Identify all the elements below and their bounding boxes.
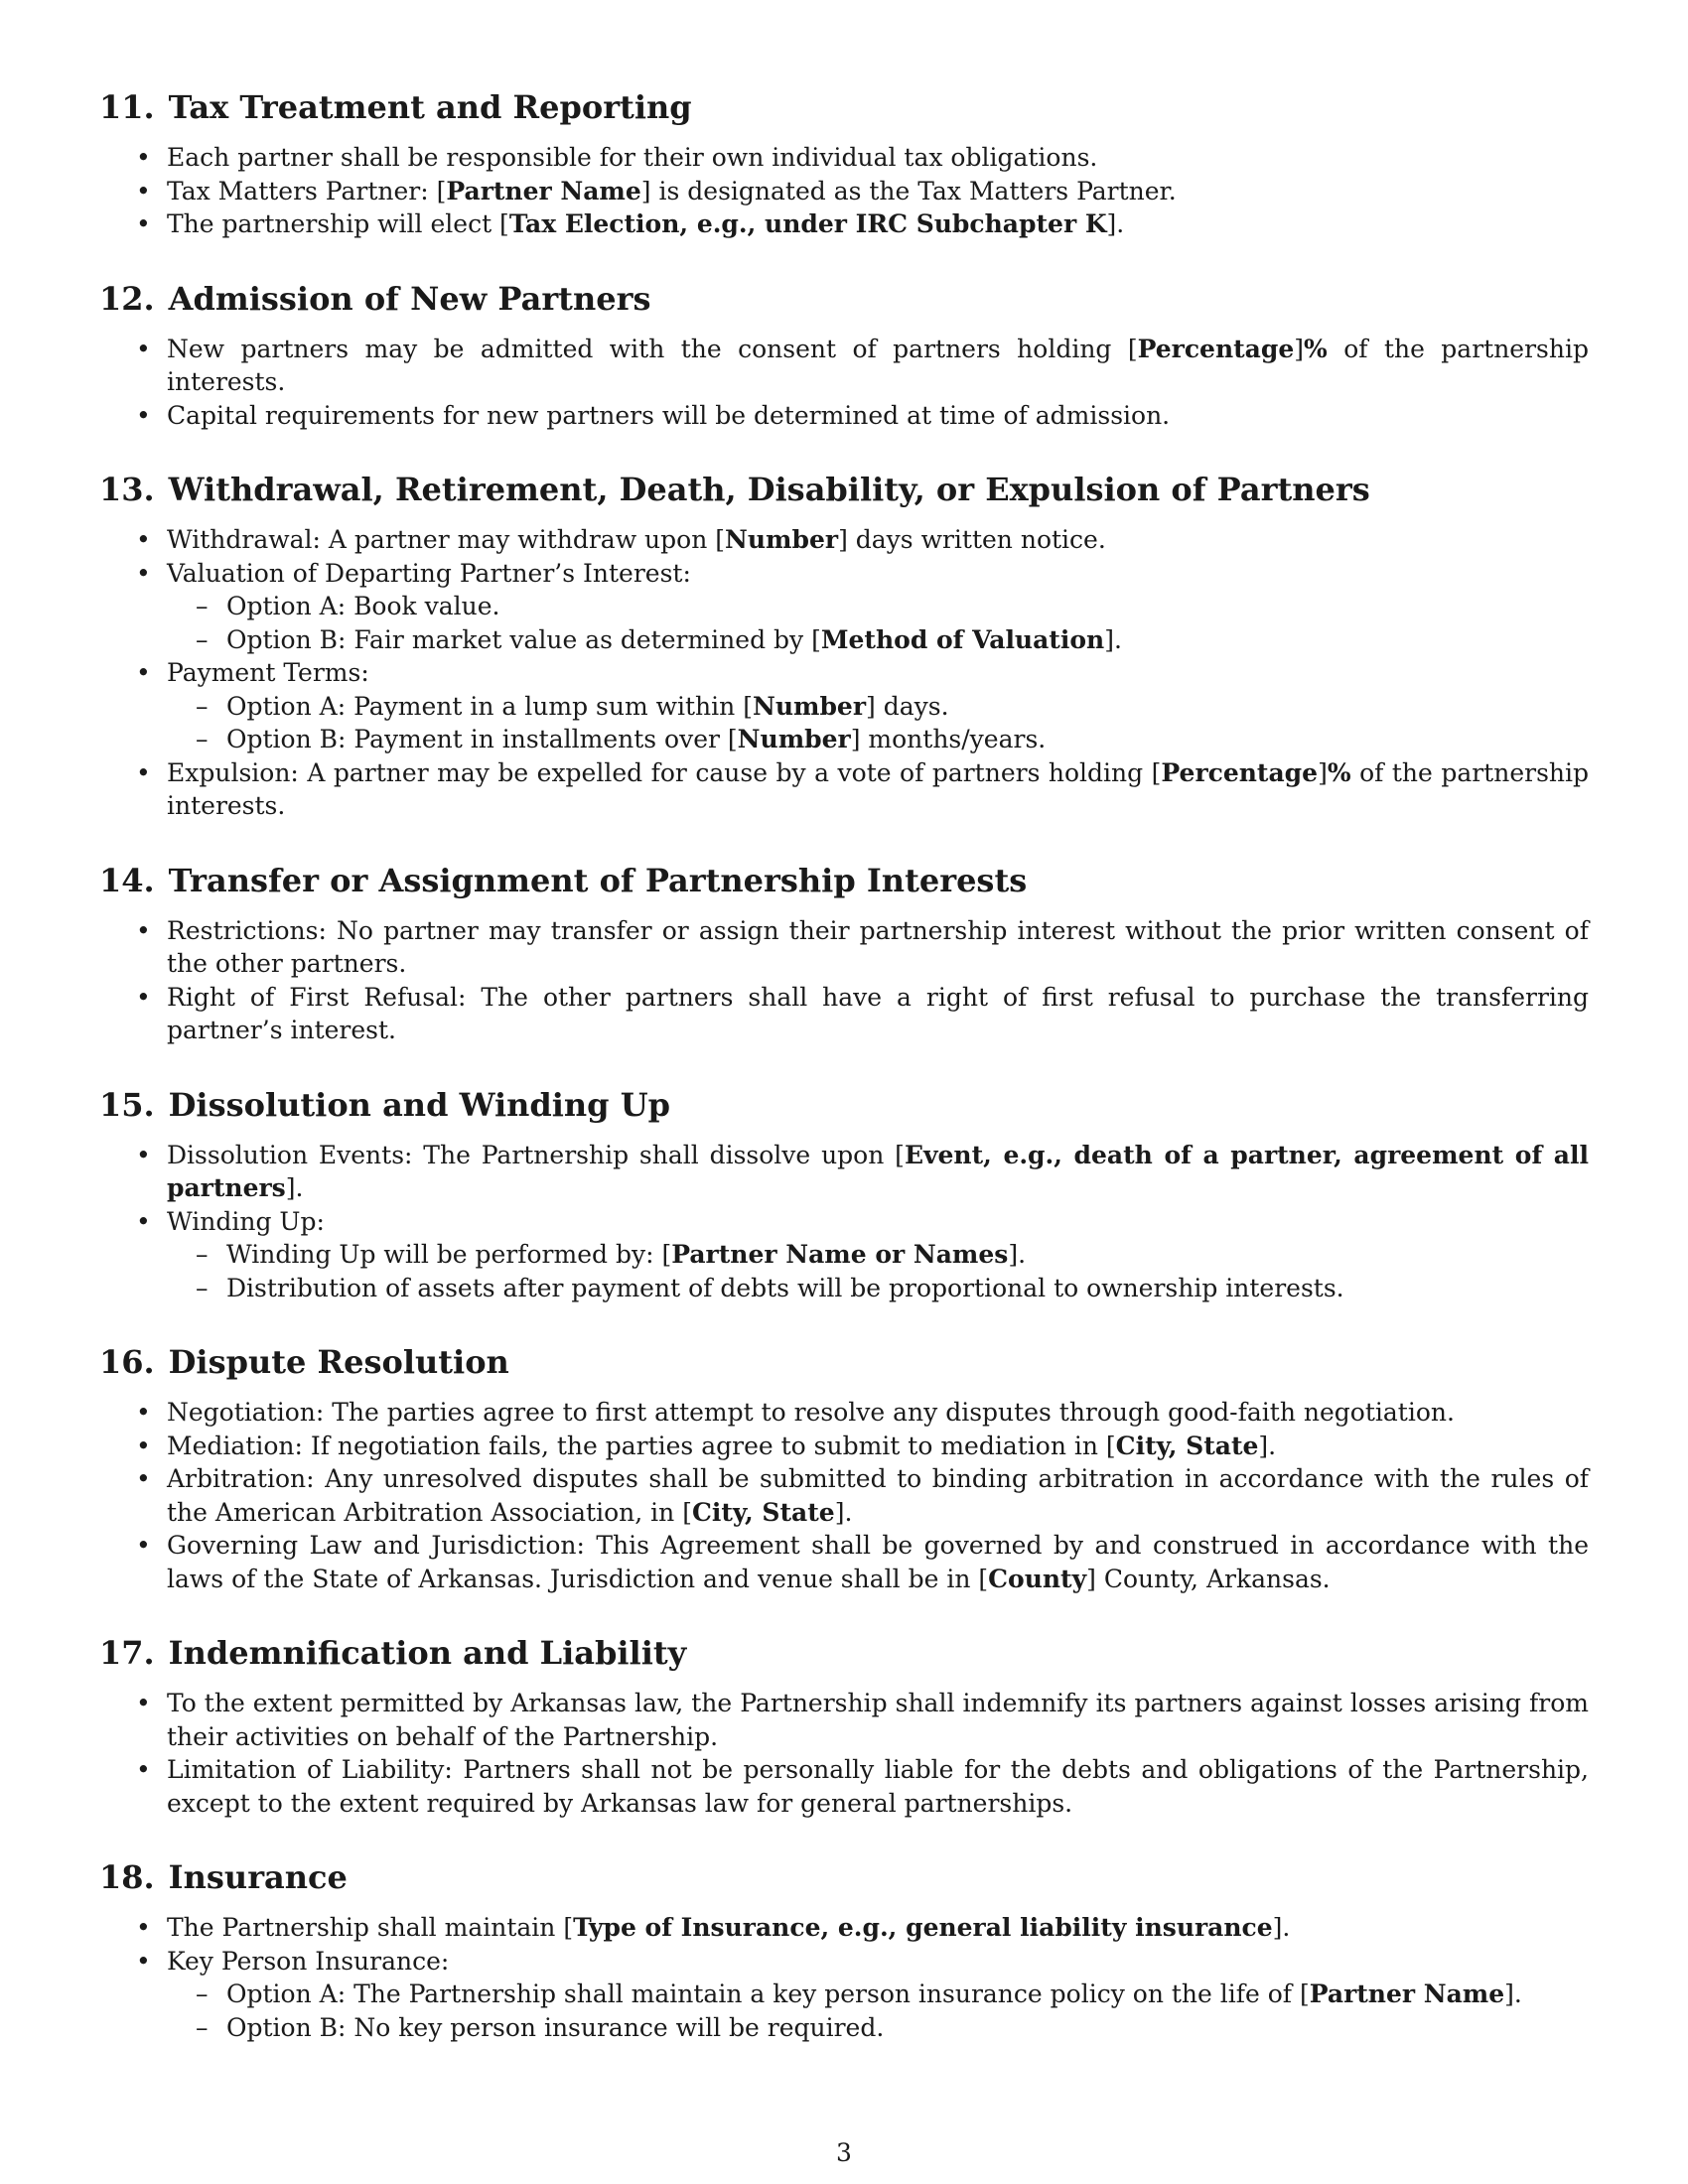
- sub-list-item: – Option A: The Partnership shall maintain a key person insurance policy on the life of [Partner Name].: [226, 1978, 1589, 2011]
- placeholder-field: Partner Name: [1309, 1979, 1505, 2008]
- list-item: • Tax Matters Partner: [Partner Name] is designated as the Tax Matters Partner.: [167, 175, 1589, 208]
- list-item: • The partnership will elect [Tax Election, e.g., under IRC Subchapter K].: [167, 207, 1589, 241]
- section-13: [99, 470, 1589, 823]
- section-12: [99, 279, 1589, 433]
- placeholder-field: City, State: [1115, 1431, 1259, 1460]
- sub-list: [167, 1978, 1589, 2044]
- section-heading: [99, 1342, 1589, 1382]
- section-heading: [99, 1085, 1589, 1125]
- section-14: [99, 861, 1589, 1047]
- list-item: • Payment Terms: – Option A: Payment in a lump sum within [Number] days. – Option B: Payment in installments over [Number] months/years.: [167, 656, 1589, 756]
- section-number: 11.: [99, 88, 155, 126]
- section-heading: [99, 279, 1589, 319]
- sub-list: [167, 690, 1589, 756]
- list-item: • Capital requirements for new partners will be determined at time of admission.: [167, 399, 1589, 433]
- section-heading: [99, 1857, 1589, 1897]
- placeholder-field: County: [988, 1564, 1087, 1593]
- list-item: • Key Person Insurance: – Option A: The Partnership shall maintain a key person insurance policy on the life of [Partner Name]. – Option B: No key person insurance will be required.: [167, 1945, 1589, 2045]
- section-number: 16.: [99, 1343, 155, 1381]
- section-15: [99, 1085, 1589, 1305]
- placeholder-field: %: [1327, 757, 1351, 787]
- sub-list-item: – Option B: Fair market value as determined by [Method of Valuation].: [226, 623, 1589, 657]
- bullet-list: [99, 1911, 1589, 2044]
- placeholder-field: Number: [725, 525, 839, 554]
- list-item: • Winding Up: – Winding Up will be performed by: [Partner Name or Names]. – Distribution of assets after payment of debts will be proportional to ownership interests.: [167, 1205, 1589, 1305]
- sub-list-item: – Distribution of assets after payment of debts will be proportional to ownership interests.: [226, 1272, 1589, 1305]
- sub-list-item: – Option A: Payment in a lump sum within [Number] days.: [226, 690, 1589, 724]
- section-title: Admission of New Partners: [168, 279, 651, 318]
- placeholder-field: Number: [752, 691, 867, 721]
- bullet-list: [99, 914, 1589, 1047]
- sub-list: [167, 590, 1589, 656]
- bullet-list: [99, 523, 1589, 823]
- section-number: 15.: [99, 1085, 155, 1124]
- section-number: 18.: [99, 1858, 155, 1896]
- placeholder-field: Percentage: [1137, 334, 1295, 363]
- section-title: Tax Treatment and Reporting: [168, 88, 692, 126]
- sub-list-item: – Option A: Book value.: [226, 590, 1589, 623]
- list-item: • Limitation of Liability: Partners shall not be personally liable for the debts and obligations of the Partnership, except to the extent required by Arkansas law for general partnerships.: [167, 1753, 1589, 1820]
- list-item: • To the extent permitted by Arkansas law, the Partnership shall indemnify its partners against losses arising from their activities on behalf of the Partnership.: [167, 1687, 1589, 1753]
- list-item: • Expulsion: A partner may be expelled for cause by a vote of partners holding [Percentage]% of the partnership interests.: [167, 756, 1589, 823]
- list-item: • Right of First Refusal: The other partners shall have a right of first refusal to purchase the transferring partner’s interest.: [167, 981, 1589, 1047]
- placeholder-field: Number: [737, 725, 851, 753]
- section-heading: [99, 861, 1589, 900]
- bullet-list: [99, 141, 1589, 241]
- section-heading: [99, 470, 1589, 509]
- section-16: [99, 1342, 1589, 1595]
- list-item: • Governing Law and Jurisdiction: This Agreement shall be governed by and construed in accordance with the laws of the State of Arkansas. Jurisdiction and venue shall be in [County] County, Arkansas.: [167, 1529, 1589, 1595]
- section-18: [99, 1857, 1589, 2044]
- list-item: • Arbitration: Any unresolved disputes shall be submitted to binding arbitration in accordance with the rules of the American Arbitration Association, in [City, State].: [167, 1462, 1589, 1529]
- list-item: • Valuation of Departing Partner’s Interest: – Option A: Book value. – Option B: Fair market value as determined by [Method of Valuation].: [167, 557, 1589, 657]
- placeholder-field: City, State: [691, 1497, 835, 1527]
- section-number: 13.: [99, 471, 155, 508]
- section-title: Transfer or Assignment of Partnership Interests: [168, 861, 1028, 899]
- sub-list-item: – Option B: No key person insurance will be required.: [226, 2011, 1589, 2045]
- section-title: Insurance: [168, 1858, 348, 1896]
- bullet-list: [99, 1139, 1589, 1305]
- placeholder-field: Tax Election, e.g., under IRC Subchapter K: [508, 209, 1107, 238]
- list-item: • Negotiation: The parties agree to first attempt to resolve any disputes through good-faith negotiation.: [167, 1396, 1589, 1430]
- placeholder-field: Partner Name: [446, 176, 641, 205]
- bullet-list: [99, 1687, 1589, 1820]
- list-item: • Dissolution Events: The Partnership shall dissolve upon [Event, e.g., death of a partner, agreement of all partners].: [167, 1139, 1589, 1205]
- list-item: • The Partnership shall maintain [Type of Insurance, e.g., general liability insurance].: [167, 1911, 1589, 1945]
- placeholder-field: Method of Valuation: [820, 624, 1105, 654]
- section-heading: [99, 87, 1589, 127]
- placeholder-field: Event, e.g., death of a partner, agreement of all partners: [167, 1140, 1589, 1202]
- section-11: [99, 87, 1589, 241]
- section-17: [99, 1633, 1589, 1820]
- sub-list-item: – Winding Up will be performed by: [Partner Name or Names].: [226, 1238, 1589, 1272]
- section-title: Dissolution and Winding Up: [168, 1085, 670, 1124]
- placeholder-field: Partner Name or Names: [671, 1240, 1009, 1269]
- list-item: • New partners may be admitted with the consent of partners holding [Percentage]% of the partnership interests.: [167, 333, 1589, 399]
- section-title: Dispute Resolution: [168, 1343, 509, 1381]
- section-title: Indemnification and Liability: [168, 1634, 687, 1672]
- sections-container: [99, 87, 1589, 2044]
- list-item: • Withdrawal: A partner may withdraw upon [Number] days written notice.: [167, 523, 1589, 557]
- section-number: 17.: [99, 1634, 155, 1672]
- placeholder-field: %: [1304, 334, 1328, 363]
- sub-list-item: – Option B: Payment in installments over [Number] months/years.: [226, 723, 1589, 756]
- section-number: 14.: [99, 861, 155, 899]
- section-title: Withdrawal, Retirement, Death, Disability, or Expulsion of Partners: [168, 471, 1370, 508]
- section-number: 12.: [99, 279, 155, 318]
- placeholder-field: Percentage: [1161, 757, 1319, 787]
- section-heading: [99, 1633, 1589, 1673]
- bullet-list: [99, 1396, 1589, 1595]
- list-item: • Restrictions: No partner may transfer or assign their partnership interest without the prior written consent of the other partners.: [167, 914, 1589, 981]
- sub-list: [167, 1238, 1589, 1304]
- list-item: • Mediation: If negotiation fails, the parties agree to submit to mediation in [City, State].: [167, 1430, 1589, 1463]
- list-item: • Each partner shall be responsible for their own individual tax obligations.: [167, 141, 1589, 175]
- page-number: 3: [836, 2138, 852, 2167]
- bullet-list: [99, 333, 1589, 433]
- placeholder-field: Type of Insurance, e.g., general liability insurance: [573, 1913, 1273, 1942]
